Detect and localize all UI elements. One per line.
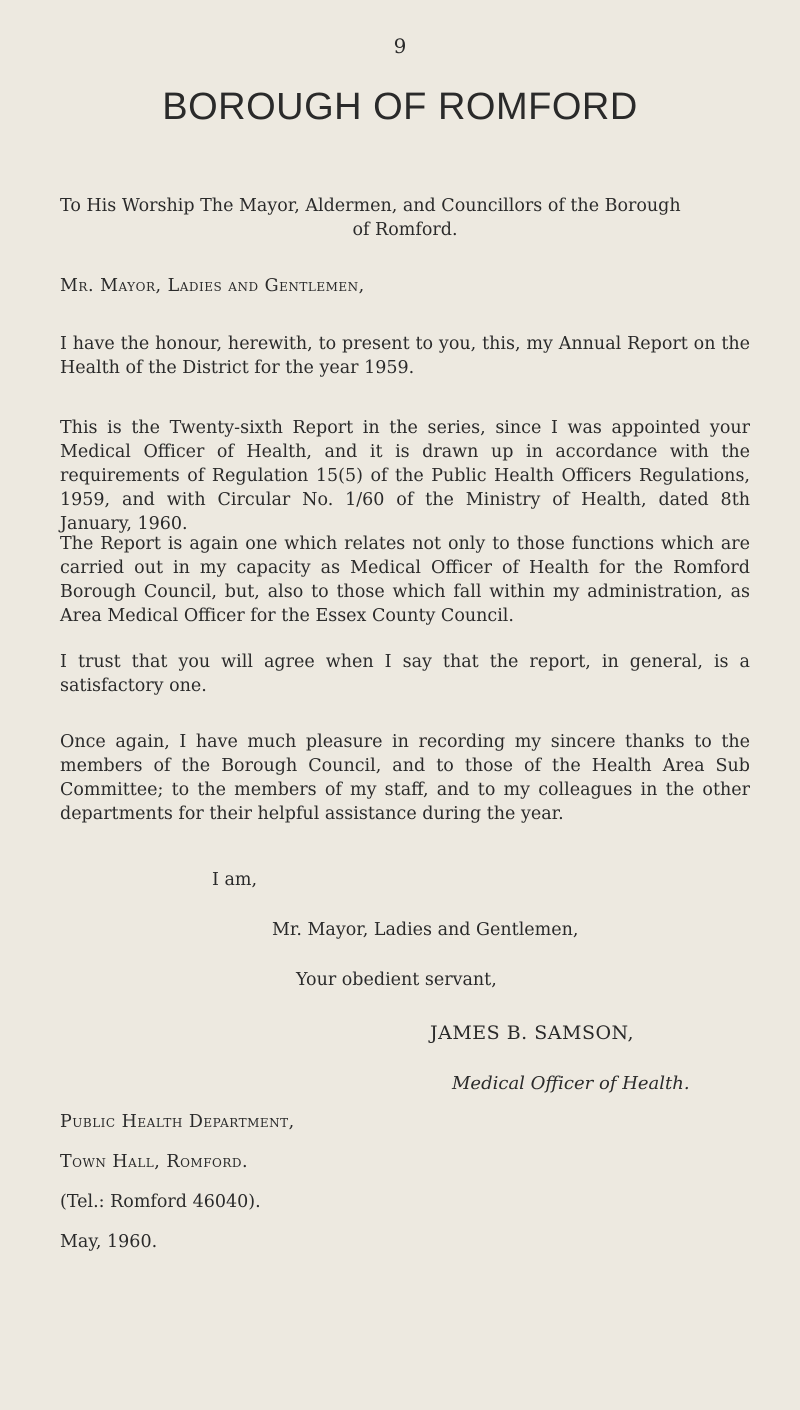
addressee-line-2: of Romford. <box>352 220 458 240</box>
page-title: BOROUGH OF ROMFORD <box>162 86 638 128</box>
paragraph-text: Once again, I have much pleasure in recording my sincere thanks to the members of the Borough Council, and to those of the Health Area Sub Committee; to the members of my staff, and to my colleagues in the other departments for their helpful assistance during the year. <box>60 732 750 824</box>
paragraph-5 <box>60 730 750 826</box>
paragraph-text: I trust that you will agree when I say that the report, in general, is a satisfactory one. <box>60 652 750 696</box>
closing-address: Mr. Mayor, Ladies and Gentlemen, <box>272 920 579 940</box>
closing-servant: Your obedient servant, <box>296 970 497 990</box>
paragraph-2 <box>60 416 750 536</box>
closing-i-am: I am, <box>212 870 258 890</box>
signatory-title: Medical Officer of Health. <box>452 1073 690 1094</box>
addressee-line-1: To His Worship The Mayor, Aldermen, and Councillors of the Borough <box>60 196 681 216</box>
address-date: May, 1960. <box>60 1232 158 1252</box>
signatory-name: JAMES B. SAMSON, <box>430 1022 634 1044</box>
paragraph-text: The Report is again one which relates not only to those functions which are carried out in my capacity as Medical Officer of Health for the Romford Borough Council, but, also to those which fall within my administration, as Area Medical Officer for the Essex County Council. <box>60 534 750 626</box>
paragraph-text: This is the Twenty-sixth Report in the series, since I was appointed your Medical Officer of Health, and it is drawn up in accordance with the requirements of Regulation 15(5) of the Public Health Officers Regulations, 1959, and with Circular No. 1/60 of the Ministry of Health, dated 8th January, 1960. <box>60 418 750 534</box>
salutation: Mr. Mayor, Ladies and Gentlemen, <box>60 276 365 296</box>
paragraph-3 <box>60 532 750 628</box>
addressee <box>60 194 750 242</box>
address-department: Public Health Department, <box>60 1112 295 1132</box>
paragraph-1 <box>60 332 750 380</box>
page-number: 9 <box>393 34 407 58</box>
address-building: Town Hall, Romford. <box>60 1152 249 1172</box>
paragraph-text: I have the honour, herewith, to present to you, this, my Annual Report on the Health of the District for the year 1959. <box>60 334 750 378</box>
address-telephone: (Tel.: Romford 46040). <box>60 1192 261 1212</box>
paragraph-4 <box>60 650 750 698</box>
